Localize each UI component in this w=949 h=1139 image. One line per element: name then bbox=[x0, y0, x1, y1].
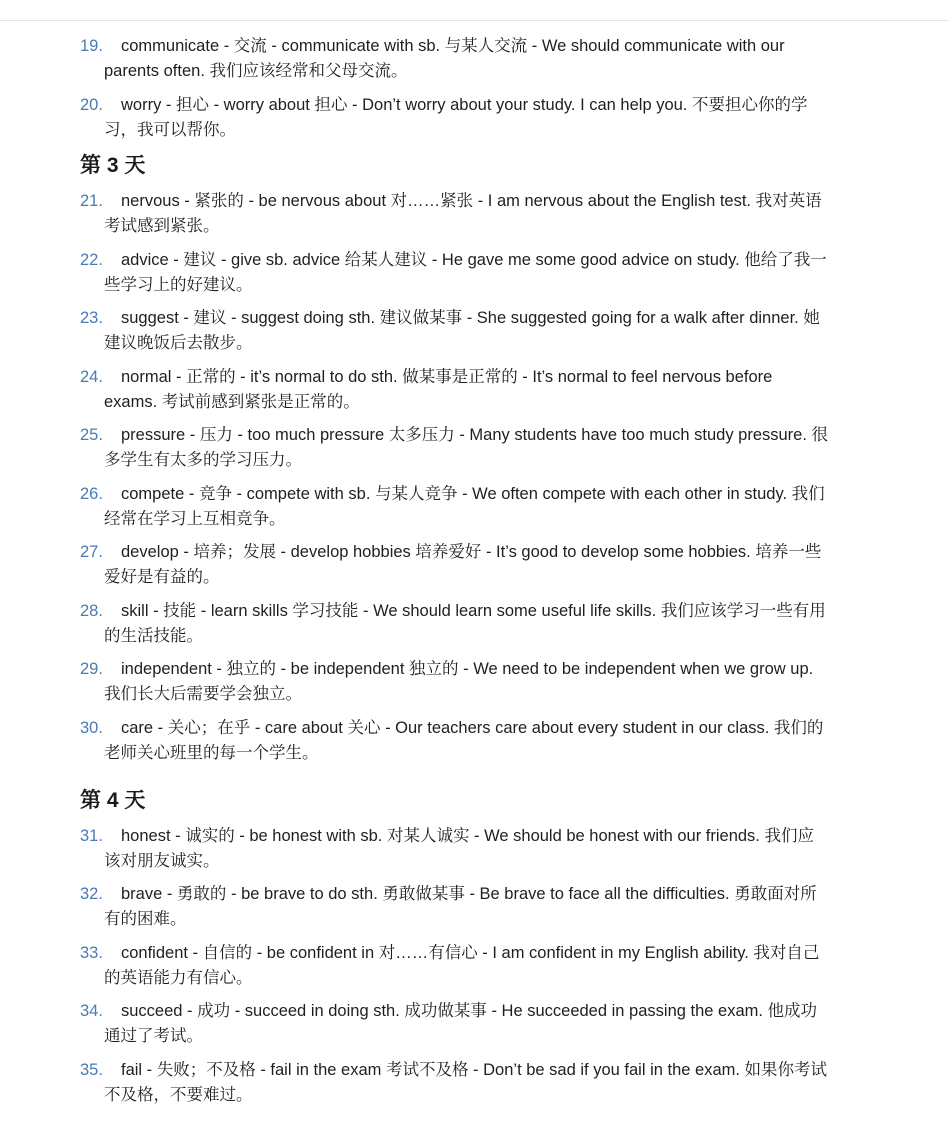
entry-text: communicate - 交流 - communicate with sb. 与某人交流 - We should communicate with our parents often. 我们应该经常和父母交流。 bbox=[104, 37, 785, 80]
entry-text: compete - 竞争 - compete with sb. 与某人竞争 - We often compete with each other in study. 我们经常在学习上互相竞争。 bbox=[104, 484, 825, 528]
entry-text: normal - 正常的 - it’s normal to do sth. 做某事是正常的 - It’s normal to feel nervous before exams. 考试前感到紧张是正常的。 bbox=[104, 367, 773, 411]
entry-number: 23. bbox=[80, 309, 103, 327]
entry-text: independent - 独立的 - be independent 独立的 - We need to be independent when we grow up. 我们长大后需要学会独立。 bbox=[104, 660, 814, 703]
entry-number: 25. bbox=[80, 426, 103, 444]
entry-number: 32. bbox=[80, 885, 103, 903]
entry-number: 21. bbox=[80, 192, 103, 210]
vocab-entry-27 bbox=[0, 540, 949, 590]
entry-number: 34. bbox=[80, 1002, 103, 1020]
entry-text: brave - 勇敢的 - be brave to do sth. 勇敢做某事 - Be brave to face all the difficulties. 勇敢面对所有的困难。 bbox=[104, 885, 817, 928]
vocabulary-page bbox=[0, 34, 949, 1116]
entry-number: 31. bbox=[80, 826, 103, 845]
entry-number: 33. bbox=[80, 943, 103, 962]
entry-number: 35. bbox=[80, 1060, 103, 1079]
vocab-entry-33 bbox=[0, 941, 949, 991]
entry-text: pressure - 压力 - too much pressure 太多压力 - Many students have too much study pressure. 很多学生有太多的学习压力。 bbox=[104, 426, 829, 469]
entry-text: confident - 自信的 - be confident in 对……有信心 - I am confident in my English ability. 我对自己的英语能力有信心。 bbox=[104, 943, 820, 987]
section-day-4 bbox=[0, 786, 949, 1108]
vocab-entry-23 bbox=[0, 306, 949, 356]
entry-number: 24. bbox=[80, 367, 103, 386]
vocab-entry-20 bbox=[0, 93, 949, 143]
vocab-entry-35 bbox=[0, 1058, 949, 1108]
vocab-entry-21 bbox=[0, 189, 949, 239]
entry-number: 30. bbox=[80, 718, 103, 737]
vocab-entry-31 bbox=[0, 824, 949, 874]
vocab-entry-19 bbox=[0, 34, 949, 84]
vocab-entry-22 bbox=[0, 248, 949, 298]
entry-text: care - 关心；在乎 - care about 关心 - Our teachers care about every student in our class. 我们的老师关心班里的每一个学生。 bbox=[104, 718, 824, 762]
entry-number: 26. bbox=[80, 484, 103, 503]
vocab-entry-29 bbox=[0, 657, 949, 707]
section-day-3 bbox=[0, 151, 949, 766]
vocab-entry-34 bbox=[0, 999, 949, 1049]
vocab-entry-24 bbox=[0, 365, 949, 415]
entry-text: fail - 失败；不及格 - fail in the exam 考试不及格 - Don’t be sad if you fail in the exam. 如果你考试不及格，不要难过。 bbox=[104, 1060, 828, 1104]
entry-text: develop - 培养；发展 - develop hobbies 培养爱好 - It’s good to develop some hobbies. 培养一些爱好是有益的。 bbox=[104, 543, 822, 586]
entry-text: worry - 担心 - worry about 担心 - Don’t worry about your study. I can help you. 不要担心你的学习，我可以帮你。 bbox=[104, 95, 808, 139]
vocab-entry-26 bbox=[0, 482, 949, 532]
entry-number: 19. bbox=[80, 37, 103, 55]
entry-text: honest - 诚实的 - be honest with sb. 对某人诚实 - We should be honest with our friends. 我们应该对朋友诚实。 bbox=[104, 826, 814, 870]
entry-number: 20. bbox=[80, 95, 103, 114]
section-heading: 第 4 天 bbox=[80, 788, 146, 812]
vocab-entry-32 bbox=[0, 882, 949, 932]
entry-number: 27. bbox=[80, 543, 103, 561]
entry-text: advice - 建议 - give sb. advice 给某人建议 - He gave me some good advice on study. 他给了我一些学习上的好建议。 bbox=[104, 250, 827, 294]
vocab-entry-30 bbox=[0, 716, 949, 766]
entry-text: nervous - 紧张的 - be nervous about 对……紧张 - I am nervous about the English test. 我对英语考试感到紧张。 bbox=[104, 192, 822, 235]
entry-text: skill - 技能 - learn skills 学习技能 - We should learn some useful life skills. 我们应该学习一些有用的生活技能。 bbox=[104, 601, 826, 645]
entry-text: succeed - 成功 - succeed in doing sth. 成功做某事 - He succeeded in passing the exam. 他成功通过了考试。 bbox=[104, 1002, 818, 1045]
vocab-entry-25 bbox=[0, 423, 949, 473]
entry-number: 28. bbox=[80, 601, 103, 620]
entry-number: 22. bbox=[80, 250, 103, 269]
section-heading: 第 3 天 bbox=[80, 154, 146, 177]
vocab-entry-28 bbox=[0, 599, 949, 649]
section-day-2-continued bbox=[0, 34, 949, 143]
entry-text: suggest - 建议 - suggest doing sth. 建议做某事 - She suggested going for a walk after dinner. 她建议晚饭后去散步。 bbox=[104, 309, 820, 352]
entry-number: 29. bbox=[80, 660, 103, 678]
top-divider bbox=[0, 0, 949, 21]
